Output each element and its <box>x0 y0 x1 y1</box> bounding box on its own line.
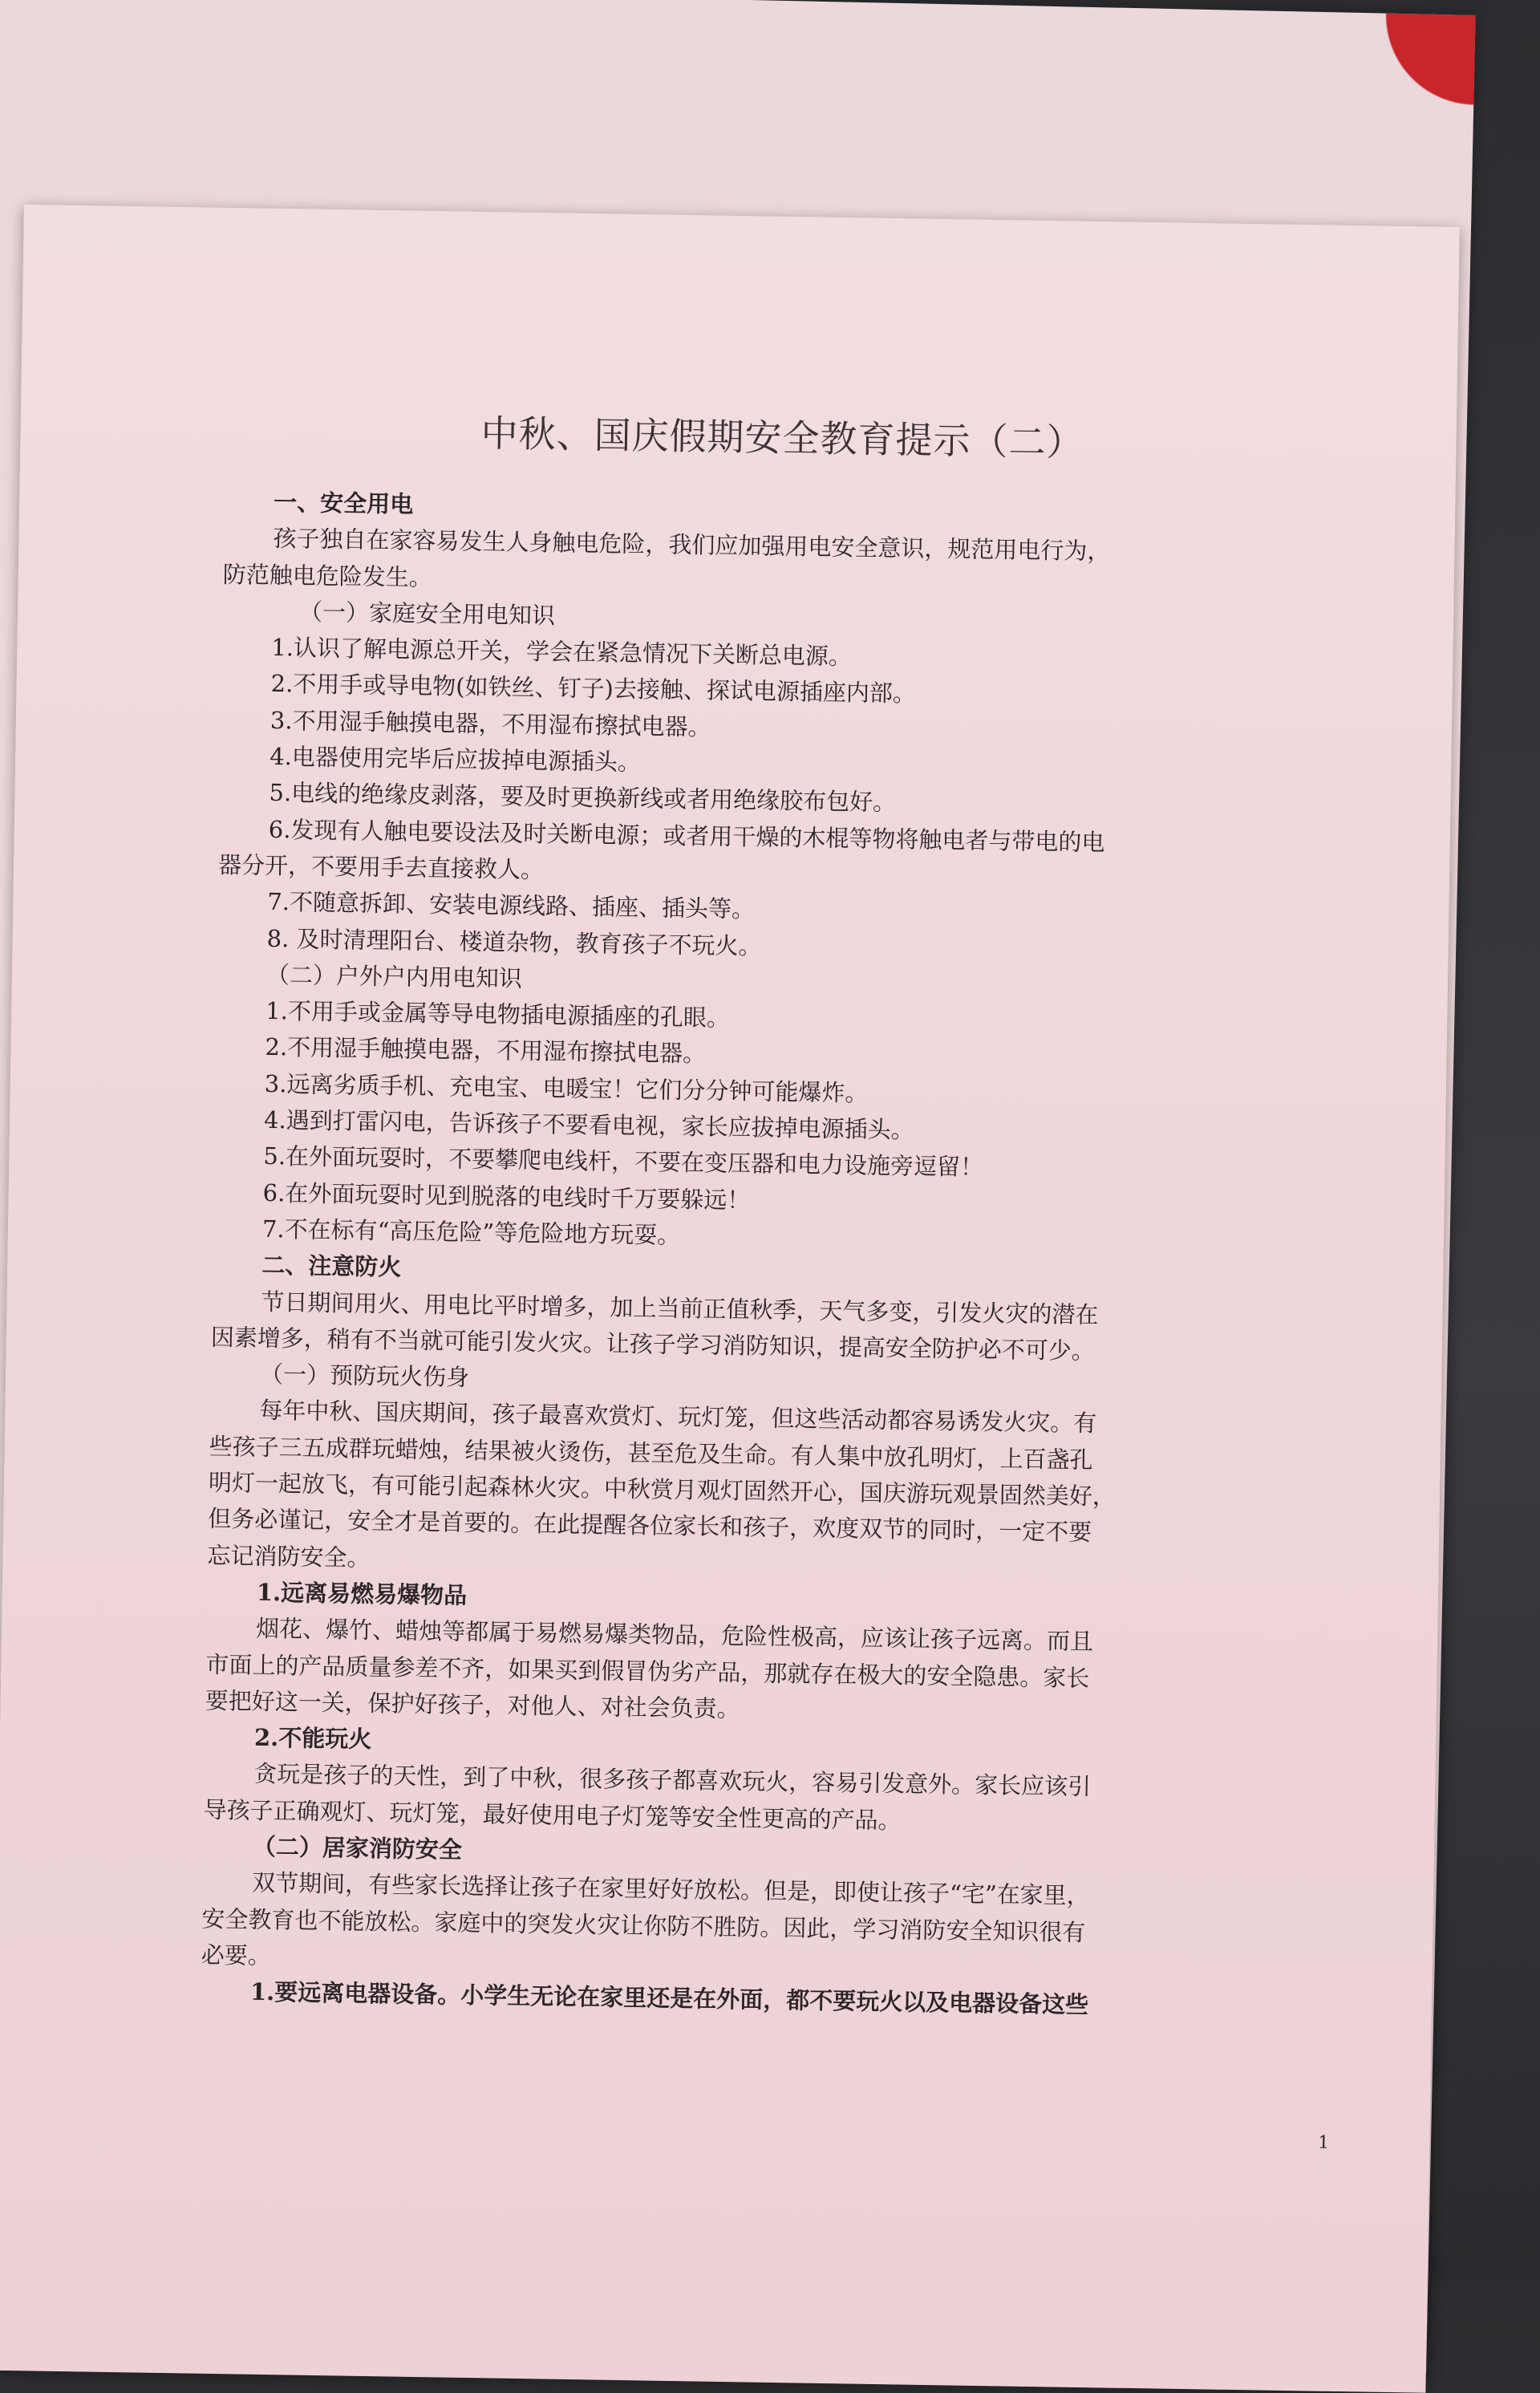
section-heading: 二、注意防火 <box>261 1251 402 1281</box>
paragraph-line: 明灯一起放飞，有可能引起森林火灾。中秋赏月观灯固然开心，国庆游玩观景固然美好， <box>208 1468 1116 1511</box>
list-item: 6.发现有人触电要设法及时关断电源；或者用干燥的木棍等物将触电者与带电的电 <box>268 815 1105 856</box>
list-item: 1.不用手或金属等导电物插电源插座的孔眼。 <box>265 997 731 1032</box>
paragraph-line: 防范触电危险发生。 <box>222 560 433 591</box>
paragraph-line: 市面上的产品质量参差不齐，如果买到假冒伪劣产品，那就存在极大的安全隐患。家长 <box>205 1650 1090 1692</box>
paragraph-line: 忘记消防安全。 <box>207 1541 371 1572</box>
list-item: 3.远离劣质手机、充电宝、电暖宝！它们分分钟可能爆炸。 <box>264 1069 869 1107</box>
subsection-heading: （二）户外户内用电知识 <box>265 960 523 992</box>
list-item: 2.不用手或导电物(如铁丝、钉子)去接触、探试电源插座内部。 <box>270 670 917 708</box>
page-content <box>201 400 1340 2027</box>
item-heading: 1.远离易燃易爆物品 <box>256 1578 468 1609</box>
list-item: 7.不随意拆卸、安装电源线路、插座、插头等。 <box>267 888 756 923</box>
subsection-heading: （二）居家消防安全 <box>252 1832 463 1864</box>
list-item: 1.认识了解电源总开关，学会在紧急情况下关断总电源。 <box>271 634 853 671</box>
list-item: 4.遇到打雷闪电，告诉孩子不要看电视，家长应拔掉电源插头。 <box>263 1105 914 1144</box>
list-item: 5.在外面玩耍时，不要攀爬电线杆，不要在变压器和电力设施旁逗留！ <box>263 1142 984 1182</box>
paragraph-line: 双节期间，有些家长选择让孩子在家里好好放松。但是，即使让孩子“宅”在家里， <box>251 1869 1090 1910</box>
paragraph-line: 些孩子三五成群玩蜡烛，结果被火烫伤，甚至危及生命。有人集中放孔明灯，上百盏孔 <box>209 1432 1093 1474</box>
list-item: 6.在外面玩耍时见到脱落的电线时千万要躲远！ <box>262 1178 751 1215</box>
red-object-corner <box>1377 13 1476 127</box>
document-title: 中秋、国庆假期安全教育提示（二） <box>480 411 1084 464</box>
paragraph-line: 烟花、爆竹、蜡烛等都属于易燃易爆类物品，危险性极高，应该让孩子远离。而且 <box>255 1614 1094 1656</box>
item-heading: 2.不能玩火 <box>253 1723 372 1754</box>
paragraph-line: 必要。 <box>201 1941 272 1969</box>
subsection-heading: （一）家庭安全用电知识 <box>298 598 556 630</box>
paragraph-line: 但务必谨记，安全才是首要的。在此提醒各位家长和孩子，欢度双节的同时，一定不要 <box>208 1505 1092 1547</box>
paragraph-line: 因素增多，稍有不当就可能引发火灾。让孩子学习消防知识，提高安全防护必不可少。 <box>210 1323 1096 1365</box>
list-item-continuation: 器分开，不要用手去直接救人。 <box>217 850 545 884</box>
paragraph-line: 孩子独自在家容易发生人身触电危险，我们应加强用电安全意识，规范用电行为， <box>273 525 1111 566</box>
paragraph-line: 每年中秋、国庆期间，孩子最喜欢赏灯、玩灯笼，但这些活动都容易诱发火灾。有 <box>259 1397 1097 1438</box>
list-item: 7.不在标有“高压危险”等危险地方玩耍。 <box>261 1215 681 1249</box>
document-page <box>0 205 1460 2393</box>
subsection-heading: （一）预防玩火伤身 <box>259 1360 470 1392</box>
list-item: 5.电线的绝缘皮剥落，要及时更换新线或者用绝缘胶布包好。 <box>269 779 897 817</box>
paragraph-line: 导孩子正确观灯、玩灯笼，最好使用电子灯笼等安全性更高的产品。 <box>203 1795 902 1835</box>
paragraph-line: 安全教育也不能放松。家庭中的突发火灾让你防不胜防。因此，学习消防安全知识很有 <box>201 1904 1086 1946</box>
paragraph-line: 贪玩是孩子的天性，到了中秋，很多孩子都喜欢玩火，容易引发意外。家长应该引 <box>253 1760 1092 1801</box>
list-item: 3.不用湿手触摸电器，不用湿布擦拭电器。 <box>270 706 711 741</box>
section-heading: 一、安全用电 <box>273 488 414 518</box>
list-item: 8. 及时清理阳台、楼道杂物，教育孩子不玩火。 <box>266 924 762 960</box>
list-item: 4.电器使用完毕后应拔掉电源插头。 <box>269 742 642 777</box>
paragraph-line: 1.要远离电器设备。小学生无论在家里还是在外面，都不要玩火以及电器设备这些 <box>249 1977 1089 2019</box>
list-item: 2.不用湿手触摸电器，不用湿布擦拭电器。 <box>265 1033 707 1068</box>
paragraph-line: 要把好这一关，保护好孩子，对他人、对社会负责。 <box>205 1686 740 1723</box>
paragraph-line: 节日期间用火、用电比平时增多，加上当前正值秋季，天气多变，引发火灾的潜在 <box>261 1288 1099 1328</box>
page-number: 1 <box>1318 2132 1330 2153</box>
